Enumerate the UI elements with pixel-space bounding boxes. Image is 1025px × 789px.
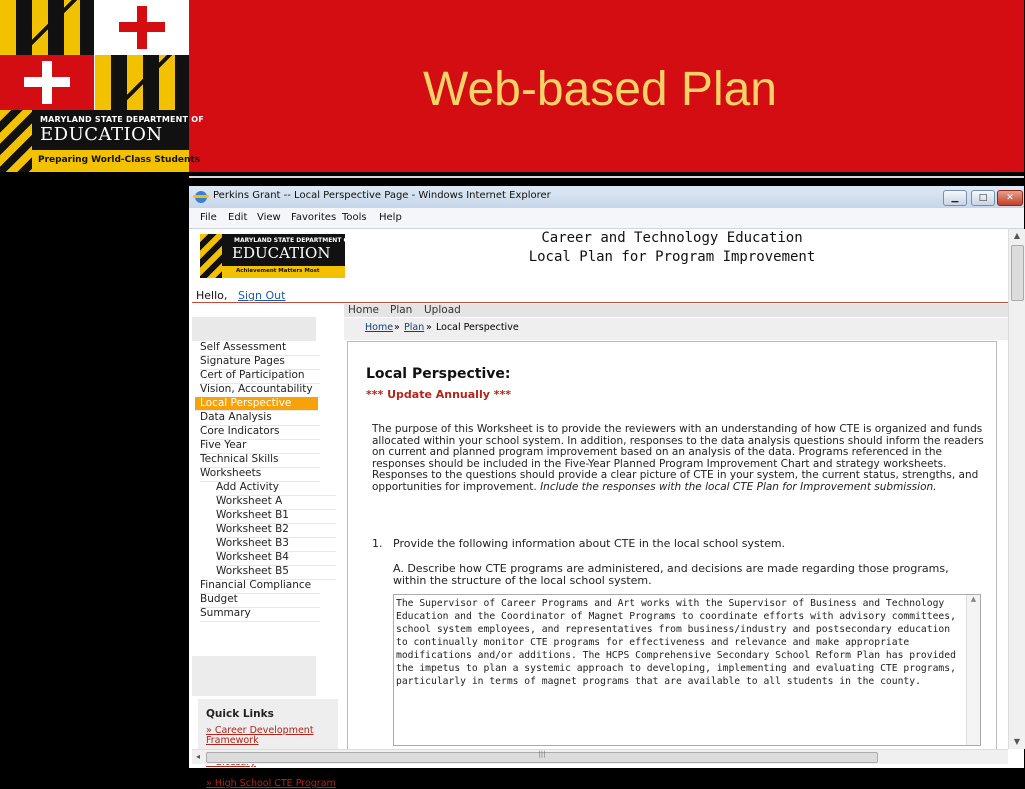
quick-links-title: Quick Links — [206, 708, 274, 720]
page-title: Local Perspective: — [366, 366, 511, 382]
scroll-down-icon[interactable]: ▼ — [1013, 737, 1021, 746]
sidebar-item-signature-pages[interactable]: Signature Pages — [200, 355, 320, 370]
breadcrumb — [344, 318, 1008, 340]
sidebar-spacer — [192, 656, 316, 696]
breadcrumb-home[interactable]: Home — [365, 322, 394, 333]
update-note: *** Update Annually *** — [366, 388, 511, 401]
sidebar-item-worksheet-b5[interactable]: Worksheet B5 — [216, 565, 336, 580]
chevron-flag-icon — [200, 234, 222, 278]
horizontal-scrollbar[interactable] — [192, 749, 1008, 764]
menu-tools[interactable]: Tools — [342, 212, 367, 223]
menu-bar — [189, 208, 1024, 229]
sidebar-item-add-activity[interactable]: Add Activity — [216, 481, 336, 496]
sidebar-item-worksheet-b2[interactable]: Worksheet B2 — [216, 523, 336, 538]
page-content — [192, 229, 1008, 789]
chevron-flag-icon — [0, 110, 32, 172]
vertical-scrollbar[interactable] — [1008, 229, 1025, 749]
hello-divider — [192, 302, 1008, 303]
intro-paragraph — [372, 424, 992, 493]
site-heading-line2: Local Plan for Program Improvement — [528, 249, 816, 265]
sidebar-item-technical-skills[interactable]: Technical Skills — [200, 453, 320, 468]
scroll-up-icon[interactable]: ▲ — [1013, 231, 1021, 240]
close-icon: ✕ — [1006, 193, 1014, 203]
nav-plan[interactable]: Plan — [390, 304, 413, 316]
minimize-button[interactable] — [943, 190, 967, 206]
sidebar-item-worksheet-b3[interactable]: Worksheet B3 — [216, 537, 336, 552]
site-logo[interactable] — [200, 234, 353, 278]
maryland-flag-icon — [0, 0, 189, 110]
breadcrumb-current: Local Perspective — [436, 322, 519, 333]
question-number: 1. — [372, 537, 383, 550]
intro-italic: Include the responses with the local CTE Plan for Improvement submission. — [540, 480, 937, 493]
header-divider — [189, 176, 1024, 178]
textarea-scrollbar[interactable] — [966, 595, 980, 745]
breadcrumb-separator: » — [394, 322, 400, 333]
sidebar-item-core-indicators[interactable]: Core Indicators — [200, 425, 320, 440]
sidebar-item-five-year[interactable]: Five Year — [200, 439, 320, 454]
site-heading — [522, 229, 822, 267]
sidebar-header — [192, 317, 316, 341]
window-titlebar — [189, 186, 1024, 208]
grip-icon: ||| — [538, 750, 546, 758]
nav-home[interactable]: Home — [348, 304, 380, 316]
scroll-left-icon[interactable]: ◂ — [195, 752, 200, 761]
intro-text: The purpose of this Worksheet is to provide the reviewers with an understanding of how CTE is organized and funds allocated within your school system. In addition, responses to the data analysis questions should inform the readers on current and planned program improvement based on an analysis of the data. Programs referenced in the responses should be included in the Five-Year Planned Program Improvement Chart and strategy worksheets. Responses to the questions should provide a clear picture of CTE in your system, the current status, strengths, and opportunities for improvement. — [372, 423, 984, 493]
menu-help[interactable]: Help — [379, 212, 402, 223]
hello-text: Hello, — [196, 289, 228, 302]
site-logo-line1: MARYLAND STATE DEPARTMENT OF — [234, 237, 353, 244]
slide-header — [0, 0, 1024, 172]
menu-favorites[interactable]: Favorites — [291, 212, 337, 223]
main-panel — [347, 341, 997, 763]
question-1: Provide the following information about CTE in the local school system. — [393, 537, 786, 550]
window-title: Perkins Grant -- Local Perspective Page - Windows Internet Explorer — [213, 190, 551, 201]
logo-line1: MARYLAND STATE DEPARTMENT OF — [40, 115, 204, 124]
sidebar-item-data-analysis[interactable]: Data Analysis — [200, 411, 320, 426]
sidebar-item-worksheet-a[interactable]: Worksheet A — [216, 495, 336, 510]
site-logo-line2: EDUCATION — [232, 244, 331, 262]
close-button[interactable] — [997, 190, 1023, 206]
logo-tagline: Preparing World-Class Students — [38, 155, 201, 165]
sidebar-item-budget[interactable]: Budget — [200, 593, 320, 608]
browser-window — [189, 186, 1024, 789]
top-nav — [344, 304, 1008, 317]
sidebar — [192, 341, 320, 656]
sidebar-item-local-perspective[interactable]: Local Perspective — [195, 397, 318, 411]
answer-textarea[interactable] — [393, 594, 981, 746]
logo-line2: EDUCATION — [40, 124, 163, 145]
msde-logo — [0, 0, 204, 172]
scroll-thumb[interactable] — [1011, 245, 1024, 301]
sidebar-item-worksheet-b1[interactable]: Worksheet B1 — [216, 509, 336, 524]
minimize-icon: ▁ — [951, 193, 959, 203]
breadcrumb-plan[interactable]: Plan — [404, 322, 425, 333]
sidebar-item-financial-compliance[interactable]: Financial Compliance — [200, 579, 320, 594]
sidebar-item-worksheets[interactable]: Worksheets — [200, 467, 320, 482]
menu-edit[interactable]: Edit — [228, 212, 248, 223]
quick-link-career-development[interactable]: » Career Development Framework — [206, 725, 314, 746]
scroll-up-icon: ▲ — [970, 595, 977, 603]
horizontal-scroll-thumb[interactable] — [206, 752, 878, 763]
quick-link-high-school-cte[interactable]: » High School CTE Program — [206, 778, 336, 789]
sidebar-item-worksheet-b4[interactable]: Worksheet B4 — [216, 551, 336, 566]
site-heading-line1: Career and Technology Education — [541, 230, 803, 246]
quick-links — [198, 699, 338, 789]
maximize-button[interactable] — [971, 190, 995, 206]
nav-upload[interactable]: Upload — [424, 304, 461, 316]
question-1a: A. Describe how CTE programs are administered, and decisions are made regarding those programs, within the structure of the local school system. — [393, 562, 949, 587]
sidebar-item-cert-of-participation[interactable]: Cert of Participation — [200, 369, 320, 384]
sign-out-link[interactable]: Sign Out — [238, 289, 286, 302]
sidebar-item-vision-accountability[interactable]: Vision, Accountability — [200, 383, 320, 398]
menu-view[interactable]: View — [257, 212, 281, 223]
answer-text: The Supervisor of Career Programs and Art works with the Supervisor of Business and Technology Education and the Coordinator of Magnet Programs to coordinate efforts with advisory committees, school system employees, and representatives from business/industry and postsecondary education to continually monitor CTE programs for effectiveness and relevance and make appropriate modifications and/or additions. The HCPS Comprehensive Secondary School Reform Plan has provided the impetus to plan a systemic approach to developing, implementing and evaluating CTE programs, particularly in terms of magnet programs that are available to all students in the county. — [396, 598, 962, 687]
ie-icon — [195, 191, 207, 203]
slide-title: Web-based Plan — [423, 63, 777, 116]
site-logo-tagline: Achievement Matters Most — [236, 268, 320, 274]
breadcrumb-separator: » — [426, 322, 432, 333]
sidebar-item-self-assessment[interactable]: Self Assessment — [200, 341, 320, 356]
sidebar-item-summary[interactable]: Summary — [200, 607, 320, 622]
maximize-icon: □ — [978, 193, 988, 203]
menu-file[interactable]: File — [200, 212, 217, 223]
